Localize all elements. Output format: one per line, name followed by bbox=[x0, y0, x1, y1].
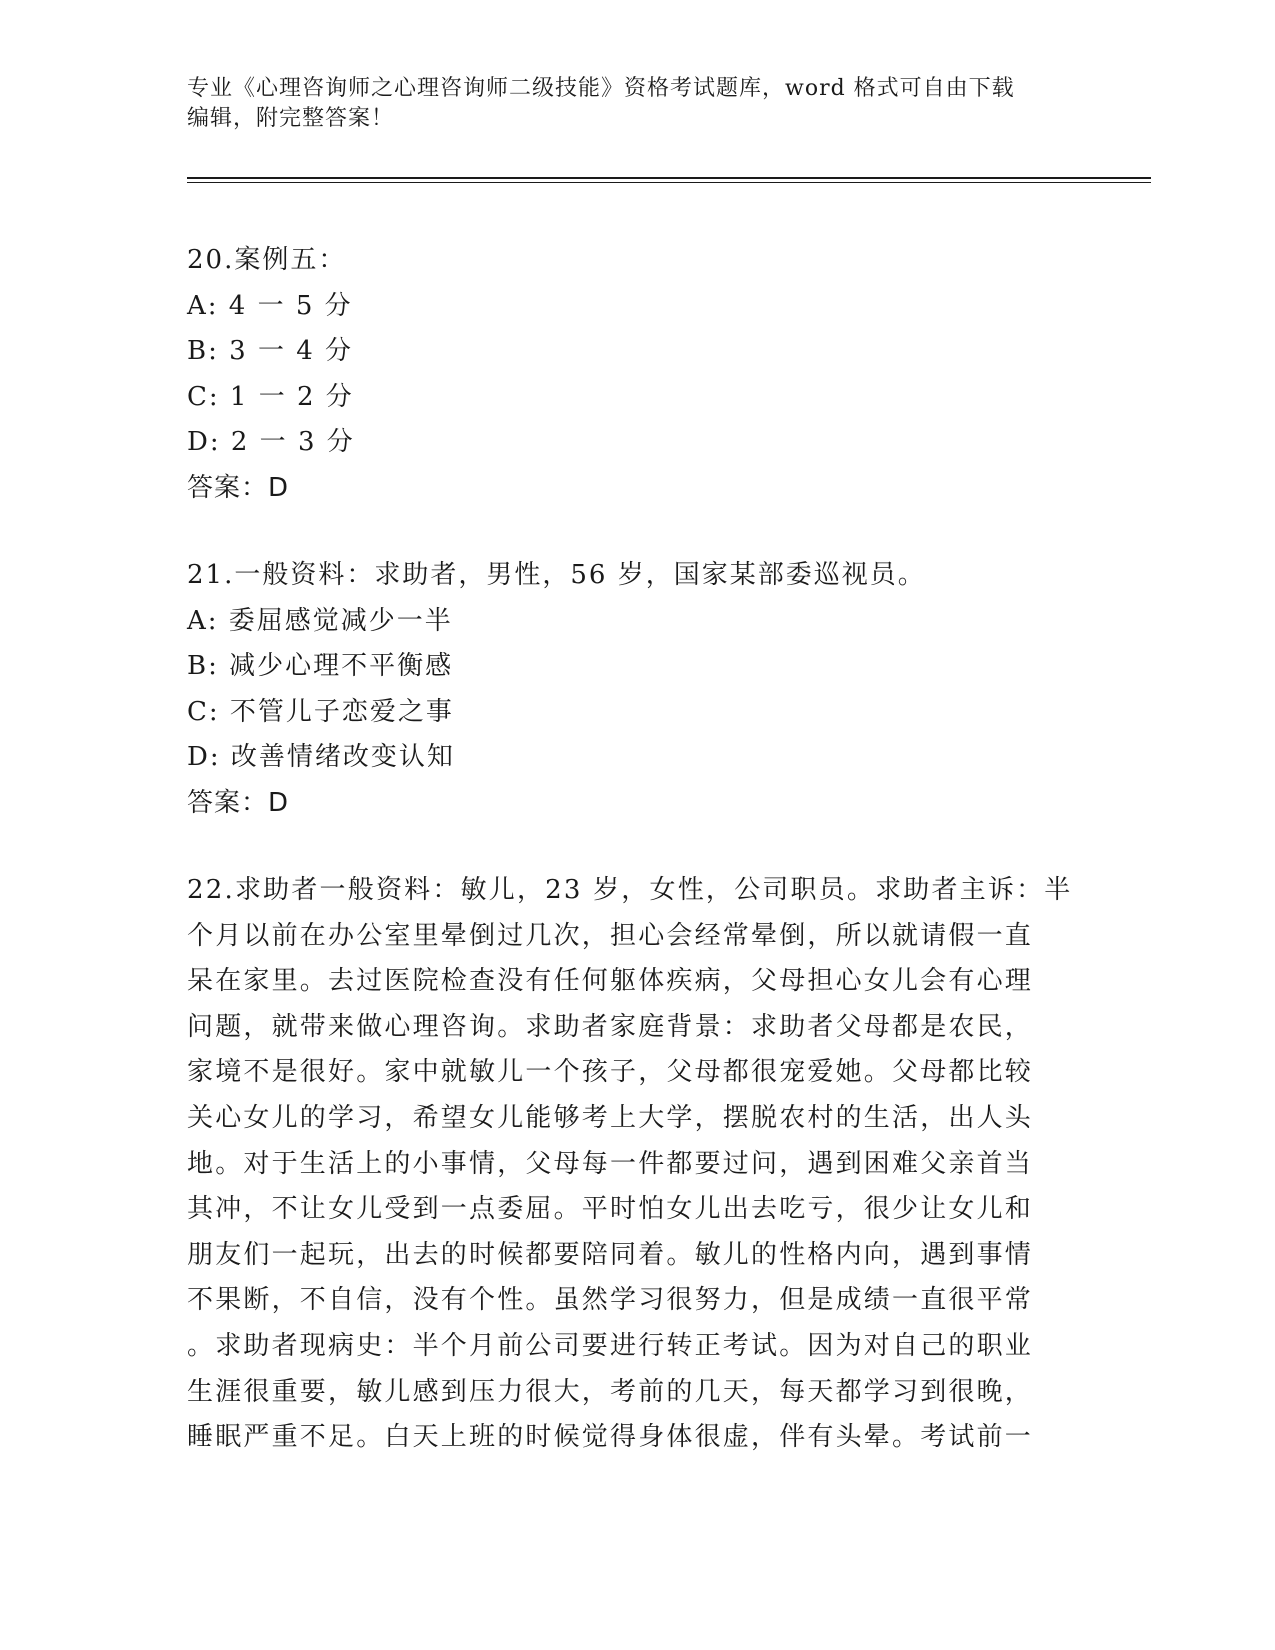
option-c: C: 1 一 2 分 bbox=[187, 381, 354, 412]
answer-line: 答案：D bbox=[187, 472, 290, 503]
paragraph-line: 。求助者现病史：半个月前公司要进行转正考试。因为对自己的职业 bbox=[187, 1330, 1034, 1361]
paragraph-line: 不果断，不自信，没有个性。虽然学习很努力，但是成绩一直很平常 bbox=[187, 1285, 1034, 1316]
paragraph-line: 朋友们一起玩，出去的时候都要陪同着。敏儿的性格内向，遇到事情 bbox=[187, 1239, 1034, 1270]
option-d: D: 2 一 3 分 bbox=[187, 427, 355, 457]
option-a: A: 委屈感觉减少一半 bbox=[187, 605, 453, 636]
paragraph-line: 关心女儿的学习，希望女儿能够考上大学，摆脱农村的生活，出人头 bbox=[187, 1102, 1034, 1133]
question-20 bbox=[187, 238, 1087, 511]
header-rule-thin bbox=[187, 182, 1151, 183]
header-line-2: 编辑，附完整答案！ bbox=[187, 106, 395, 131]
question-stem: 20.案例五： bbox=[187, 245, 347, 275]
question-list bbox=[187, 238, 1087, 1461]
question-22 bbox=[187, 868, 1087, 1461]
paragraph-line: 呆在家里。去过医院检查没有任何躯体疾病，父母担心女儿会有心理 bbox=[187, 966, 1034, 997]
option-b: B: 减少心理不平衡感 bbox=[187, 651, 454, 681]
paragraph-line: 家境不是很好。家中就敏儿一个孩子，父母都很宠爱她。父母都比较 bbox=[187, 1057, 1034, 1088]
option-a: A: 4 一 5 分 bbox=[187, 290, 353, 321]
answer-line: 答案：D bbox=[187, 787, 290, 818]
paragraph-line: 睡眠严重不足。白天上班的时候觉得身体很虚，伴有头晕。考试前一 bbox=[187, 1422, 1034, 1453]
question-stem: 21.一般资料：求助者，男性，56 岁，国家某部委巡视员。 bbox=[187, 560, 926, 590]
paragraph-line: 地。对于生活上的小事情，父母每一件都要过问，遇到困难父亲首当 bbox=[187, 1148, 1034, 1179]
paragraph-line: 22.求助者一般资料：敏儿，23 岁，女性，公司职员。求助者主诉：半 bbox=[187, 875, 1073, 905]
document-header bbox=[187, 74, 1067, 134]
paragraph-line: 生涯很重要，敏儿感到压力很大，考前的几天，每天都学习到很晚， bbox=[187, 1376, 1034, 1407]
paragraph-line: 个月以前在办公室里晕倒过几次，担心会经常晕倒，所以就请假一直 bbox=[187, 920, 1034, 951]
paragraph-line: 其冲，不让女儿受到一点委屈。平时怕女儿出去吃亏，很少让女儿和 bbox=[187, 1194, 1034, 1225]
question-21 bbox=[187, 553, 1087, 826]
option-d: D: 改善情绪改变认知 bbox=[187, 742, 455, 772]
option-b: B: 3 一 4 分 bbox=[187, 336, 354, 366]
header-rule-thick bbox=[187, 177, 1151, 179]
option-c: C: 不管儿子恋爱之事 bbox=[187, 696, 454, 727]
paragraph-line: 问题，就带来做心理咨询。求助者家庭背景：求助者父母都是农民， bbox=[187, 1011, 1034, 1042]
header-line-1: 专业《心理咨询师之心理咨询师二级技能》资格考试题库，word 格式可自由下载 bbox=[187, 76, 1015, 101]
